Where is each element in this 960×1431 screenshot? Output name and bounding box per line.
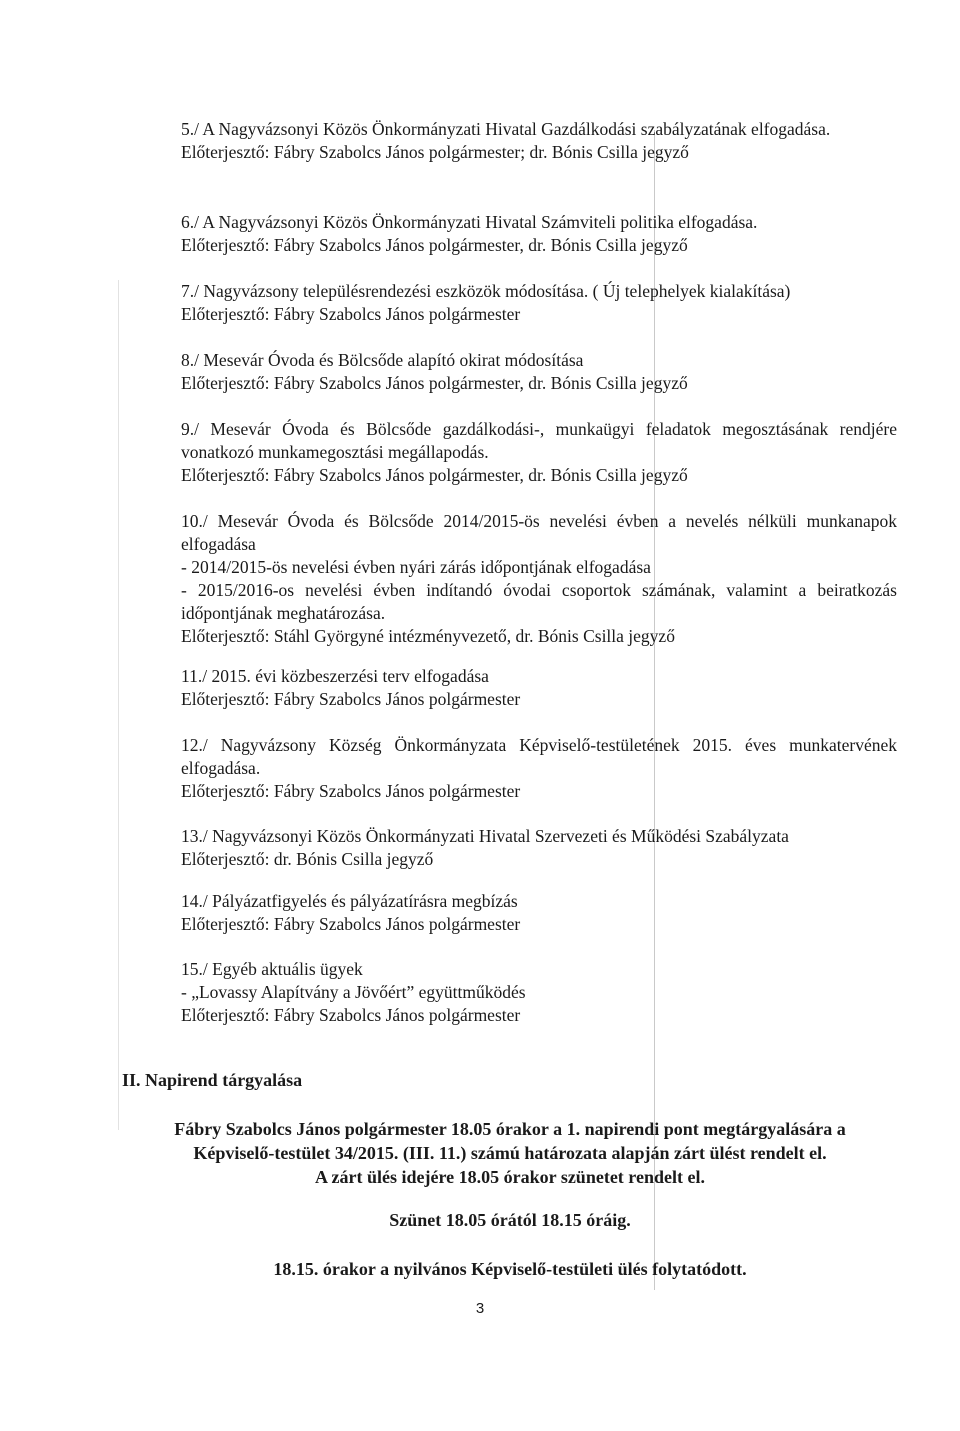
agenda-item-title: A Nagyvázsonyi Közös Önkormányzati Hivatal Gazdálkodási szabályzatának elfogadása. — [202, 119, 831, 139]
agenda-item-title: Nagyvázsonyi Közös Önkormányzati Hivatal Szervezeti és Működési Szabályzata — [212, 826, 789, 846]
agenda-item-title: Pályázatfigyelés és pályázatírásra megbízás — [212, 891, 518, 911]
agenda-item-presenter: Előterjesztő: Stáhl Györgyné intézményvezető, dr. Bónis Csilla jegyző — [181, 626, 675, 646]
agenda-item-title: 2015. évi közbeszerzési terv elfogadása — [211, 666, 489, 686]
page-number: 3 — [475, 1300, 485, 1317]
agenda-item-title: Mesevár Óvoda és Bölcsőde gazdálkodási-, munkaügyi feladatok megosztásának rendjére vonatkozó munkamegosztási megállapodás. — [181, 419, 898, 462]
agenda-item-presenter: Előterjesztő: Fábry Szabolcs János polgármester — [181, 689, 521, 709]
agenda-item-number: 11./ — [181, 666, 208, 686]
break-notice: Szünet 18.05 órától 18.15 óráig. — [389, 1210, 631, 1230]
agenda-item-title: Mesevár Óvoda és Bölcsőde alapító okirat módosítása — [203, 350, 584, 370]
section-heading: II. Napirend tárgyalása — [122, 1070, 303, 1090]
decision-line: A zárt ülés idejére 18.05 órakor szünetet rendelt el. — [315, 1167, 705, 1187]
agenda-item-presenter: Előterjesztő: Fábry Szabolcs János polgármester — [181, 781, 521, 801]
agenda-item-14 — [181, 890, 897, 936]
agenda-item-title: Nagyvázsony településrendezési eszközök módosítása. ( Új telephelyek kialakítása) — [203, 281, 791, 301]
closed-session-decision — [120, 1117, 900, 1189]
agenda-item-presenter: Előterjesztő: Fábry Szabolcs János polgármester, dr. Bónis Csilla jegyző — [181, 235, 688, 255]
agenda-item-subpoint: - 2014/2015-ös nevelési évben nyári zárás időpontjának elfogadása — [181, 557, 651, 577]
agenda-item-presenter: Előterjesztő: Fábry Szabolcs János polgármester — [181, 914, 521, 934]
agenda-item-presenter: Előterjesztő: Fábry Szabolcs János polgármester — [181, 1005, 521, 1025]
agenda-item-number: 15./ — [181, 959, 208, 979]
agenda-item-9 — [181, 418, 897, 487]
agenda-item-title: Mesevár Óvoda és Bölcsőde 2014/2015-ös nevelési évben a nevelés nélküli munkanapok elfogadása — [181, 511, 897, 554]
decision-line: Fábry Szabolcs János polgármester 18.05 órakor a 1. napirendi pont megtárgyalására a — [174, 1119, 846, 1139]
agenda-item-12 — [181, 734, 897, 803]
session-resumed-notice: 18.15. órakor a nyilvános Képviselő-testületi ülés folytatódott. — [273, 1259, 747, 1279]
agenda-item-number: 7./ — [181, 281, 199, 301]
agenda-item-title: A Nagyvázsonyi Közös Önkormányzati Hivatal Számviteli politika elfogadása. — [202, 212, 758, 232]
agenda-item-number: 9./ — [181, 419, 199, 439]
agenda-item-number: 10./ — [181, 511, 208, 531]
agenda-item-13 — [181, 825, 897, 871]
agenda-item-8 — [181, 349, 897, 395]
agenda-item-title: Egyéb aktuális ügyek — [212, 959, 363, 979]
scan-artifact-line — [118, 280, 119, 1130]
agenda-item-number: 12./ — [181, 735, 208, 755]
agenda-item-subpoint: - „Lovassy Alapítvány a Jövőért” együttműködés — [181, 982, 526, 1002]
agenda-item-presenter: Előterjesztő: dr. Bónis Csilla jegyző — [181, 849, 434, 869]
agenda-item-6 — [181, 211, 897, 257]
agenda-item-number: 6./ — [181, 212, 199, 232]
agenda-item-presenter: Előterjesztő: Fábry Szabolcs János polgármester; dr. Bónis Csilla jegyző — [181, 142, 689, 162]
agenda-item-5 — [181, 118, 897, 164]
agenda-item-number: 13./ — [181, 826, 208, 846]
agenda-item-15 — [181, 958, 897, 1027]
agenda-item-number: 5./ — [181, 119, 199, 139]
agenda-item-number: 14./ — [181, 891, 208, 911]
agenda-item-subpoint: - 2015/2016-os nevelési évben indítandó óvodai csoportok számának, valamint a beiratkozás időpontjának meghatározása. — [181, 580, 897, 623]
agenda-item-10 — [181, 510, 897, 648]
agenda-item-11 — [181, 665, 897, 711]
agenda-item-presenter: Előterjesztő: Fábry Szabolcs János polgármester, dr. Bónis Csilla jegyző — [181, 465, 688, 485]
decision-line: Képviselő-testület 34/2015. (III. 11.) számú határozata alapján zárt ülést rendelt el. — [193, 1143, 827, 1163]
agenda-item-number: 8./ — [181, 350, 199, 370]
agenda-item-7 — [181, 280, 897, 326]
agenda-item-title: Nagyvázsony Község Önkormányzata Képviselő-testületének 2015. éves munkatervének elfogadása. — [181, 735, 898, 778]
agenda-item-presenter: Előterjesztő: Fábry Szabolcs János polgármester — [181, 304, 521, 324]
agenda-item-presenter: Előterjesztő: Fábry Szabolcs János polgármester, dr. Bónis Csilla jegyző — [181, 373, 688, 393]
